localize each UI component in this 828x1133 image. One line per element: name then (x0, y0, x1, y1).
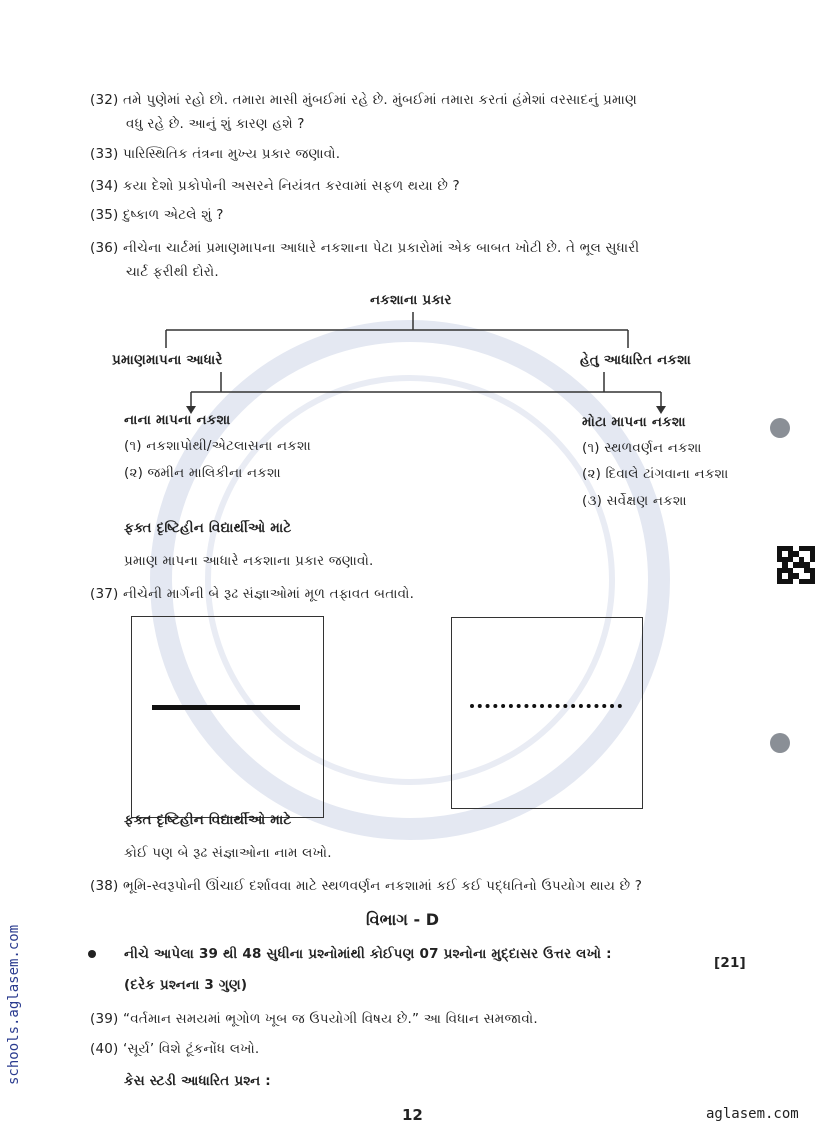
q38: (38) ભૂમિ-સ્વરૂપોની ઊંચાઈ દર્શાવવા માટે સ્થળવર્ણન નકશામાં કઈ કઈ પદ્ધતિનો ઉપયોગ થાય છે ? (90, 878, 643, 894)
q37: (37) નીચેની માર્ગની બે રૂઢ સંજ્ઞાઓમાં મૂળ તફાવત બતાવો. (90, 586, 415, 602)
side-url: schools.aglasem.com (6, 924, 22, 1085)
section-instruction: નીચે આપેલા 39 થી 48 સુધીના પ્રશ્નોમાંથી કોઈપણ 07 પ્રશ્નોના મુદ્દાસર ઉત્તર લખો : (124, 946, 612, 962)
q40: (40) ‘સૂર્ય’ વિશે ટૂંકનોંધ લખો. (90, 1041, 260, 1057)
blind-note-2-heading: ફક્ત દૃષ્ટિહીન વિદ્યાર્થીઓ માટે (124, 812, 292, 828)
road-symbol-box-dotted (451, 617, 643, 809)
chart-large-item-2: (૨) દિવાલે ટાંગવાના નકશા (582, 466, 729, 482)
chart-root: નકશાના પ્રકાર (370, 292, 452, 308)
case-study-label: કેસ સ્ટડી આધારિત પ્રશ્ન : (124, 1073, 271, 1089)
q32-line1: (32) તમે પુણેમાં રહો છો. તમારા માસી મુંબઈમાં રહે છે. મુંબઈમાં તમારા કરતાં હંમેશાં વરસાદનું પ્રમાણ (90, 92, 637, 108)
section-marks: [21] (714, 955, 746, 971)
chart-large-scale-title: મોટા માપના નકશા (582, 414, 686, 430)
q33: (33) પારિસ્થિતિક તંત્રના મુખ્ય પ્રકાર જણાવો. (90, 146, 341, 162)
chart-left-branch: પ્રમાણમાપના આધારે (112, 352, 223, 368)
page-number: 12 (402, 1106, 423, 1124)
chart-small-item-1: (૧) નકશાપોથી/એટલાસના નકશા (124, 438, 311, 454)
chart-right-branch: હેતુ આધારિત નકશા (580, 352, 692, 368)
q36-line1: (36) નીચેના ચાર્ટમાં પ્રમાણમાપના આધારે નકશાના પેટા પ્રકારોમાં એક બાબત ખોટી છે. તે ભૂલ સુધારી (90, 240, 640, 256)
chart-large-item-3: (૩) સર્વેક્ષણ નકશા (582, 493, 687, 509)
punch-hole-icon (770, 418, 790, 438)
chart-connectors (0, 0, 828, 440)
chart-small-item-2: (૨) જમીન માલિકીના નકશા (124, 465, 281, 481)
blind-note-2-text: કોઈ પણ બે રૂઢ સંજ્ઞાઓના નામ લખો. (124, 845, 332, 861)
road-symbol-box-solid (131, 616, 324, 818)
section-title: વિભાગ - D (366, 910, 440, 929)
chart-large-item-1: (૧) સ્થળવર્ણન નકશા (582, 440, 702, 456)
q32-line2: વધુ રહે છે. આનું શું કારણ હશે ? (126, 116, 305, 132)
q36-line2: ચાર્ટ ફરીથી દોરો. (126, 264, 219, 280)
section-sub: (દરેક પ્રશ્નના 3 ગુણ) (124, 977, 248, 993)
solid-road-line (152, 705, 300, 710)
blind-note-1-text: પ્રમાણ માપના આધારે નકશાના પ્રકાર જણાવો. (124, 553, 374, 569)
q34: (34) કયા દેશો પ્રકોપોની અસરને નિયંત્રત કરવામાં સફળ થયા છે ? (90, 178, 460, 194)
footer-url: aglasem.com (706, 1106, 799, 1122)
blind-note-1-heading: ફક્ત દૃષ્ટિહીન વિદ્યાર્થીઓ માટે (124, 520, 292, 536)
bullet-icon (88, 950, 96, 958)
chart-small-scale-title: નાના માપના નકશા (124, 412, 231, 428)
punch-hole-icon (770, 733, 790, 753)
dotted-road-line (470, 704, 622, 712)
qr-code-icon (777, 546, 815, 584)
q35: (35) દુષ્કાળ એટલે શું ? (90, 207, 224, 223)
q39: (39) “વર્તમાન સમયમાં ભૂગોળ ખૂબ જ ઉપયોગી વિષય છે.” આ વિધાન સમજાવો. (90, 1011, 538, 1027)
